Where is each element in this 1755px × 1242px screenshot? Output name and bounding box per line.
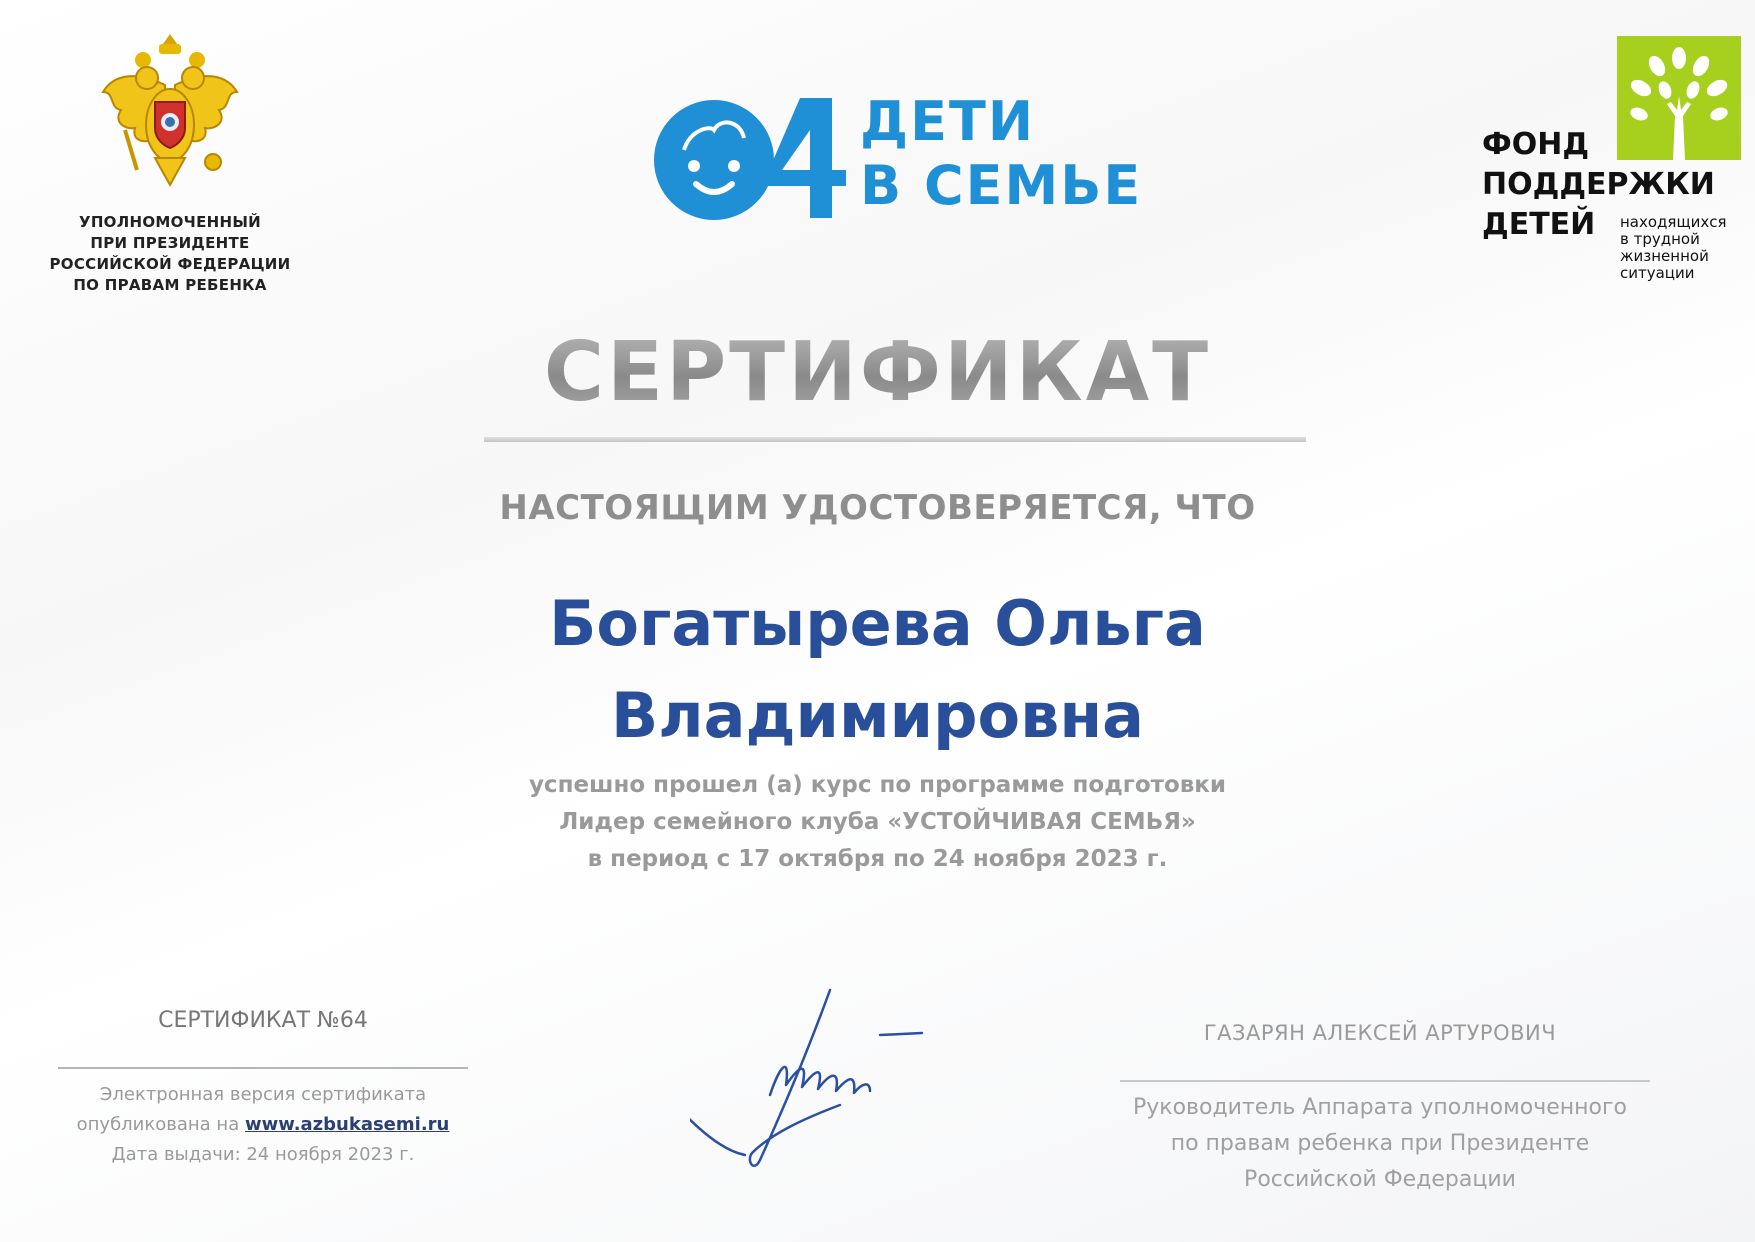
course-description (0, 767, 1755, 878)
deti-v-seme-logo (650, 90, 1150, 230)
recipient-name-line: Владимировна (610, 679, 1145, 752)
deti-v-seme-wordmark (860, 90, 1142, 218)
fund-subtitle-line: жизненной (1620, 247, 1709, 265)
course-line: Лидер семейного клуба «УСТОЙЧИВАЯ СЕМЬЯ» (559, 809, 1196, 835)
issue-date: Дата выдачи: 24 ноября 2023 г. (111, 1144, 415, 1165)
fund-subtitle-line: находящихся (1620, 213, 1727, 231)
recipient-name (0, 578, 1755, 762)
publication-info (48, 1080, 478, 1170)
baby-face-4-logo-icon (650, 90, 850, 230)
footer-right-divider (1120, 1080, 1650, 1082)
fund-word-1: ФОНД (1482, 127, 1590, 162)
signer-name: ГАЗАРЯН АЛЕКСЕЙ АРТУРОВИЧ (1203, 1021, 1557, 1045)
signer-role (1080, 1090, 1680, 1198)
emblem-caption-line: УПОЛНОМОЧЕННЫЙ (78, 213, 262, 231)
fund-logo (1482, 36, 1732, 286)
handwritten-signature-icon (690, 985, 1010, 1185)
certificate-number: СЕРТИФИКАТ №64 (158, 1008, 368, 1033)
fund-word-2: ПОДДЕРЖКИ (1482, 167, 1715, 202)
certificate-title: СЕРТИФИКАТ (0, 325, 1755, 420)
emblem-caption-line: РОССИЙСКОЙ ФЕДЕРАЦИИ (49, 255, 291, 273)
signer-role-line: Российской Федерации (1244, 1167, 1516, 1192)
fund-word-3: ДЕТЕЙ (1482, 207, 1596, 242)
title-divider (484, 437, 1306, 442)
recipient-name-line: Богатырева Ольга (549, 587, 1206, 660)
footer-left-divider (58, 1067, 468, 1069)
fund-logo-square (1617, 36, 1741, 160)
publication-prefix: опубликована на (76, 1114, 245, 1135)
tree-hand-logo-icon (1617, 36, 1741, 160)
emblem-caption-line: ПРИ ПРЕЗИДЕНТЕ (90, 234, 250, 252)
site-link[interactable]: www.azbukasemi.ru (244, 1114, 450, 1135)
emblem-caption (40, 212, 300, 296)
fund-subtitle-line: в трудной (1620, 230, 1700, 248)
double-headed-eagle-emblem-icon (95, 30, 245, 190)
logo-line-1: ДЕТИ (860, 90, 1036, 153)
publication-line-1: Электронная версия сертификата (99, 1084, 427, 1105)
ombudsman-emblem-block (40, 30, 300, 296)
course-line: успешно прошел (а) курс по программе подготовки (528, 772, 1227, 798)
logo-line-2: В СЕМЬЕ (860, 154, 1143, 217)
fund-subtitle-line: ситуации (1620, 264, 1695, 282)
emblem-caption-line: ПО ПРАВАМ РЕБЕНКА (73, 276, 267, 294)
publication-line-2 (48, 1110, 478, 1140)
signer-role-line: Руководитель Аппарата уполномоченного (1133, 1095, 1627, 1120)
signer-role-line: по правам ребенка при Президенте (1170, 1131, 1590, 1156)
course-line: в период с 17 октября по 24 ноября 2023 г. (587, 846, 1168, 872)
certify-line: НАСТОЯЩИМ УДОСТОВЕРЯЕТСЯ, ЧТО (499, 488, 1256, 528)
fund-subtitle (1620, 214, 1726, 282)
